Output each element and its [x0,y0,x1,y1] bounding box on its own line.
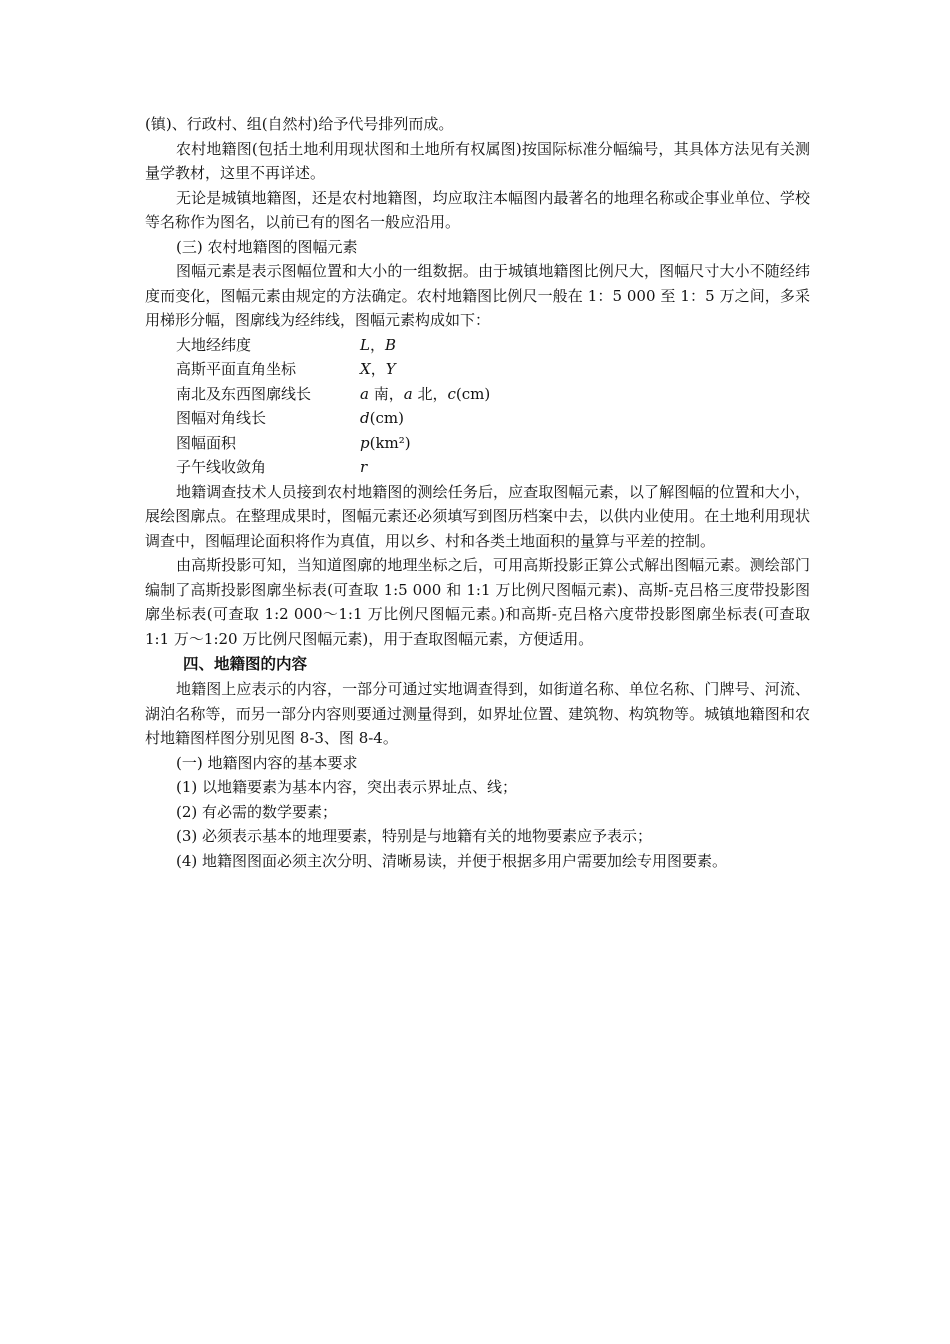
element-label: 南北及东西图廓线长 [176,384,312,403]
element-label: 图幅对角线长 [176,409,267,427]
map-elements-list [145,333,810,480]
paragraph-survey-task: 地籍调查技术人员接到农村地籍图的测绘任务后，应查取图幅元素，以了解图幅的位置和大小，展绘图廓点。在整理成果时，图幅元素还必须填写到图历档案中去，以供内业使用。在土地利用现状调查中，图幅理论面积将作为真值，用以乡、村和各类土地面积的量算与平差的控制。 [145,482,810,550]
element-row-geodetic-coords [145,333,810,358]
section-heading-map-content: 四、地籍图的内容 [183,655,308,673]
element-symbols: r [360,458,368,476]
section-title-basic-requirements: (一) 地籍图内容的基本要求 [176,753,358,772]
element-symbols: a 南，a 北，c(cm) [360,384,491,403]
element-label: 大地经纬度 [176,335,252,354]
element-label: 高斯平面直角坐标 [176,360,297,378]
paragraph-gauss-projection: 由高斯投影可知，当知道图廓的地理坐标之后，可用高斯投影正算公式解出图幅元素。测绘部门编制了高斯投影图廓坐标表(可查取 1:5 000 和 1:1 万比例尺图幅元素)、高斯-克吕格三度带投影图廓坐标表(可查取 1:2 000～1:1 万比例尺图幅元素。)和高斯-克吕格六度带投影图廓坐标表(可查取 1:1 万～1:20 万比例尺图幅元素)，用于查取图幅元素，方便适用。 [145,556,810,648]
element-label: 子午线收敛角 [176,458,267,476]
element-symbols: d(cm) [360,409,404,427]
requirement-item: (3) 必须表示基本的地理要素，特别是与地籍有关的地物要素应予表示； [176,827,653,845]
element-label: 图幅面积 [176,433,237,452]
requirement-item: (1) 以地籍要素为基本内容，突出表示界址点、线； [176,778,518,796]
element-symbols: p(km²) [360,433,411,452]
paragraph-map-naming: 无论是城镇地籍图，还是农村地籍图，均应取注本幅图内最著名的地理名称或企事业单位、学校等名称作为图名，以前已有的图名一般应沿用。 [145,188,810,231]
page-content [145,112,810,873]
paragraph-rural-map-numbering: 农村地籍图(包括土地利用现状图和土地所有权属图)按国际标准分幅编号，其具体方法见有关测量学教材，这里不再详述。 [145,139,810,182]
element-symbols: X，Y [360,360,396,378]
paragraph-continuation: (镇)、行政村、组(自然村)给予代号排列而成。 [145,115,454,133]
paragraph-map-elements-intro: 图幅元素是表示图幅位置和大小的一组数据。由于城镇地籍图比例尺大，图幅尺寸大小不随经纬度而变化，图幅元素由规定的方法确定。农村地籍图比例尺一般在 1：5 000 至 1：5 万之间，多采用梯形分幅，图廓线为经纬线，图幅元素构成如下： [145,262,810,329]
element-row-convergence [145,455,810,480]
element-row-area [145,431,810,456]
requirement-item: (2) 有必需的数学要素； [176,802,338,821]
element-symbols: L，B [360,335,397,354]
requirement-item: (4) 地籍图图面必须主次分明、清晰易读，并便于根据多用户需要加绘专用图要素。 [176,851,728,870]
element-row-gauss-coords [145,357,810,382]
element-row-frame-lengths [145,382,810,407]
element-row-diagonal [145,406,810,431]
paragraph-map-content: 地籍图上应表示的内容，一部分可通过实地调查得到，如街道名称、单位名称、门牌号、河流、湖泊名称等，而另一部分内容则要通过测量得到，如界址位置、建筑物、构筑物等。城镇地籍图和农村地籍图样图分别见图 8-3、图 8-4。 [145,680,810,747]
section-title-map-elements: (三) 农村地籍图的图幅元素 [176,237,358,256]
